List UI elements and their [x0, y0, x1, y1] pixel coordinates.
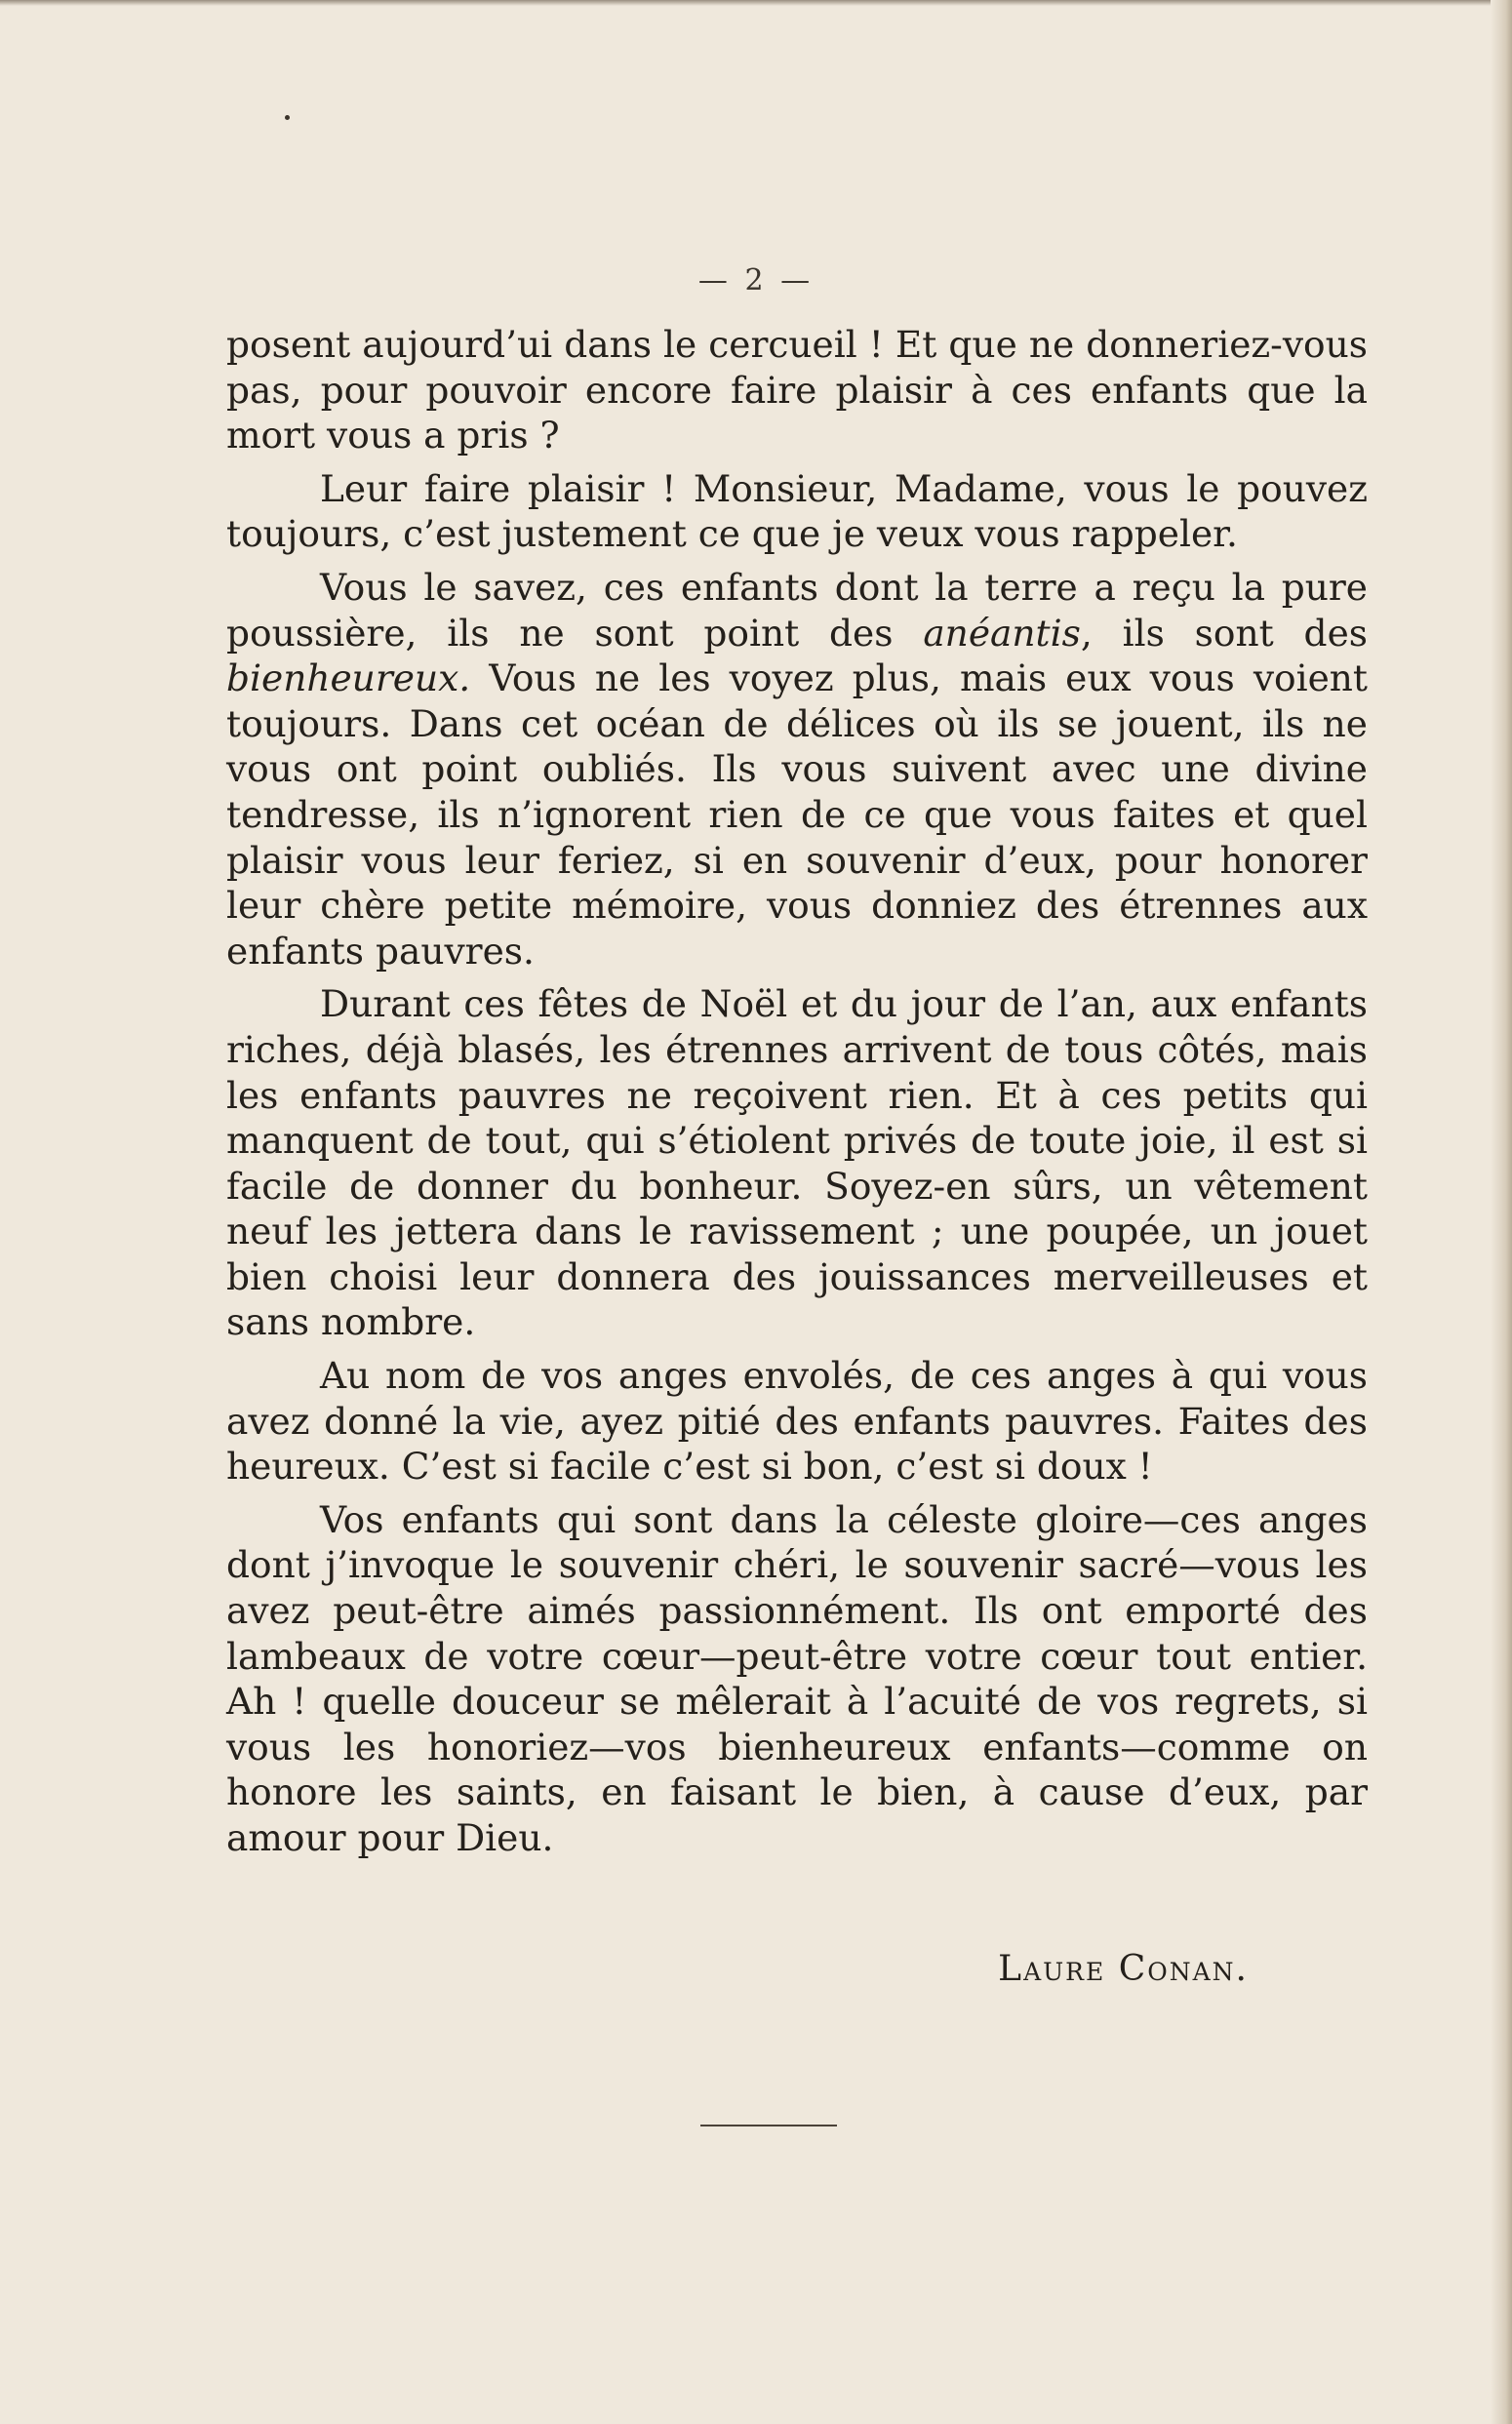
- paragraph-5: Au nom de vos anges envolés, de ces anges à qui vous avez donné la vie, ayez pitié des enfants pauvres. Faites des heureux. C’est si facile c’est si bon, c’est si doux !: [226, 1354, 1368, 1489]
- author-signature: Laure Conan.: [998, 1949, 1249, 1989]
- page-top-edge: [0, 0, 1512, 6]
- body-text: [226, 322, 1368, 1869]
- page-right-edge: [1491, 0, 1512, 2424]
- paragraph-6: Vos enfants qui sont dans la céleste gloire—ces anges dont j’invoque le souvenir chéri, le souvenir sacré—vous les avez peut-être aimés passionnément. Ils ont emporté des lambeaux de votre cœur—peut-être votre cœur tout entier. Ah ! quelle douceur se mêlerait à l’acuité de vos regrets, si vous les honoriez—vos bienheureux enfants—comme on honore les saints, en faisant le bien, à cause d’eux, par amour pour Dieu.: [226, 1497, 1368, 1859]
- closing-rule: [700, 2125, 837, 2126]
- ink-speck: [285, 115, 290, 120]
- paragraph-1: posent aujourd’ui dans le cercueil ! Et que ne donneriez-vous pas, pour pouvoir encore faire plaisir à ces enfants que la mort vous a pris ?: [226, 323, 1368, 457]
- italic-aneantis: anéantis: [923, 611, 1081, 655]
- paragraph-3: Vous le savez, ces enfants dont la terre a reçu la pure poussière, ils ne sont point des anéantis, ils sont des bienheureux. Vous ne les voyez plus, mais eux vous voient toujours. Dans cet océan de délices où ils se jouent, ils ne vous ont point oubliés. Ils vous suivent avec une divine tendresse, ils n’ignorent rien de ce que vous faites et quel plaisir vous leur feriez, si en souvenir d’eux, pour honorer leur chère petite mémoire, vous donniez des étrennes aux enfants pauvres.: [226, 565, 1369, 973]
- italic-bienheureux: bienheureux.: [226, 656, 471, 700]
- paragraph-4: Durant ces fêtes de Noël et du jour de l’an, aux enfants riches, déjà blasés, les étrennes arrivent de tous côtés, mais les enfants pauvres ne reçoivent rien. Et à ces petits qui manquent de tout, qui s’étiolent privés de toute joie, il est si facile de donner du bonheur. Soyez-en sûrs, un vêtement neuf les jettera dans le ravissement ; une poupée, un jouet bien choisi leur donnera des jouissances merveilleuses et sans nombre.: [226, 982, 1368, 1344]
- page-number: — 2 —: [697, 263, 815, 298]
- paragraph-2: Leur faire plaisir ! Monsieur, Madame, vous le pouvez toujours, c’est justement ce que je veux vous rappeler.: [226, 466, 1368, 556]
